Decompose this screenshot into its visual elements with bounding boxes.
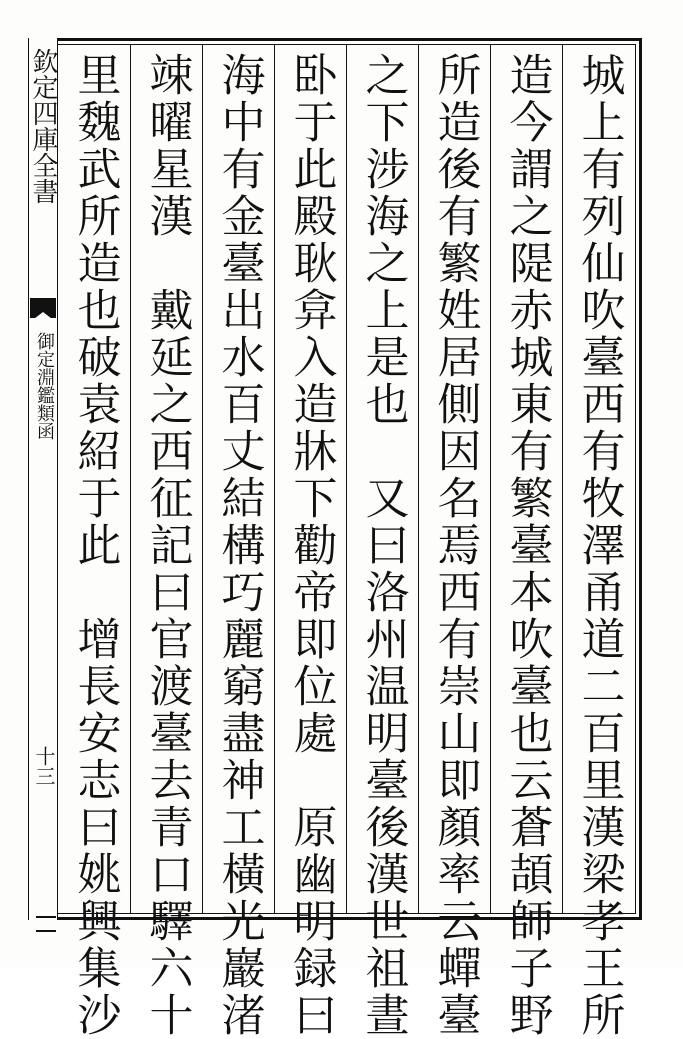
column-rule [130, 44, 131, 914]
margin-book-title: 御定淵鑑類函 [34, 332, 55, 440]
text-column-8-text: 里魏武所造也破袁紹于此 增長安志曰姚興集沙 [69, 52, 121, 1039]
text-column-5-text: 卧于此殿耿弇入造牀下勸帝即位處 原幽明録曰 [285, 52, 337, 1039]
column-rule [418, 44, 419, 914]
text-column-6 [210, 52, 268, 1039]
text-column-5 [282, 52, 340, 1039]
text-column-4-text: 之下涉海之上是也 又曰洛州温明臺後漢世祖晝 [357, 52, 409, 1039]
text-column-2 [498, 52, 556, 1039]
margin-title: 欽定四庫全書 [28, 48, 58, 204]
text-column-1-text: 城上有列仙吹臺西有牧澤甬道二百里漢梁孝王所 [573, 52, 625, 1039]
text-column-3-text: 所造後有繁姓居側因名焉西有崇山即顏率云蟬臺 [429, 52, 481, 1039]
fishtail-notch [30, 312, 56, 322]
column-rule [202, 44, 203, 914]
text-column-4 [354, 52, 412, 1039]
text-column-7-text: 竦曜星漢 戴延之西征記曰官渡臺去青口驛六十 [141, 52, 193, 1039]
column-rule [490, 44, 491, 914]
margin-page-number: 十三 [32, 746, 56, 786]
column-rule [562, 44, 563, 914]
text-column-3 [426, 52, 484, 1039]
text-column-6-text: 海中有金臺出水百丈結構巧麗窮盡神工橫光巖渚 [213, 52, 265, 1039]
text-column-7 [138, 52, 196, 1039]
text-column-8 [66, 52, 124, 1039]
text-column-1 [570, 52, 628, 1039]
margin-bottom-mark [36, 916, 56, 932]
column-rule [274, 44, 275, 914]
column-rule [346, 44, 347, 914]
text-column-2-text: 造今謂之隄赤城東有繁臺本吹臺也云蒼頡師子野 [501, 52, 553, 1039]
